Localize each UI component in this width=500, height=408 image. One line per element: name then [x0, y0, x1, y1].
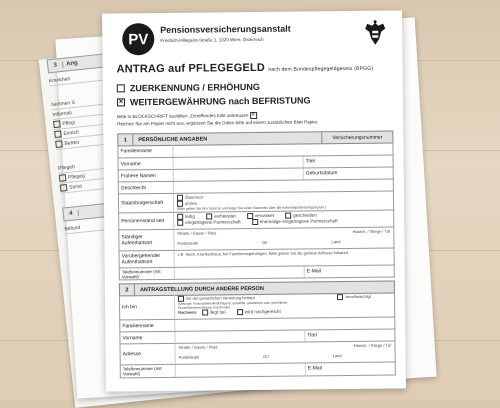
field-label: Ich bin — [120, 295, 175, 320]
back-row-text: Pflegeb — [57, 163, 76, 172]
s2-telefon-field[interactable] — [176, 363, 305, 376]
field-label: Adresse — [120, 344, 175, 365]
staatsbuergerschaft-field[interactable] — [174, 192, 393, 212]
sub-label: Straße / Gasse / Platz — [177, 230, 217, 236]
vorname-field[interactable] — [174, 156, 303, 168]
option-text: andere — [184, 200, 198, 206]
ich-bin-row[interactable] — [119, 293, 395, 321]
section-number: 1 — [118, 134, 133, 145]
sub-label: Hausnr. / Stiege / Tür — [352, 228, 391, 234]
back-row-text: Krankheit — [48, 75, 71, 84]
familienname-field[interactable] — [173, 143, 392, 157]
sub-label: Land — [331, 239, 341, 245]
telefon-field[interactable] — [175, 266, 304, 278]
sub-label: Land — [332, 353, 342, 359]
checkbox-icon[interactable] — [177, 220, 183, 226]
field-label: Frühere Namen — [119, 170, 174, 182]
section-label: PERSÖNLICHE ANGABEN — [138, 135, 208, 143]
option-zuerkennung[interactable] — [117, 82, 260, 93]
back-row-text: Pflegi — [62, 119, 76, 127]
back-row-text: Einrich — [63, 129, 79, 137]
section-label: ANTRAGSTELLUNG DURCH ANDERE PERSON — [139, 285, 264, 293]
option-text: liegt bei — [209, 309, 226, 315]
s2-adresse-field[interactable] — [175, 342, 394, 364]
option-text: bevollmächtigt — [345, 293, 372, 300]
form-title-suffix: nach dem Bundespflegegeldgesetz (BPGG) — [268, 65, 374, 73]
sub-label: Postleitzahl — [177, 240, 198, 246]
form-title-main: ANTRAG auf PFLEGEGELD — [116, 61, 266, 76]
s2-titel-field[interactable]: Titel — [304, 330, 394, 342]
nachweis-label: Nachweis — [178, 309, 197, 316]
option-text: Österreich — [184, 194, 204, 200]
checkbox-icon[interactable] — [337, 294, 343, 300]
field-label: Geschlecht — [119, 182, 174, 194]
option-text: geschieden — [293, 212, 317, 218]
field-label: Vorübergehender Aufenthaltsort — [120, 251, 175, 268]
aufenthaltsort-field[interactable] — [174, 228, 393, 250]
field-label: Ständiger Aufenthaltsort — [119, 230, 174, 251]
back-row-text: Nehmen S — [51, 99, 76, 108]
s2-telefon-row[interactable] — [120, 363, 396, 379]
field-label: Familienname — [118, 145, 173, 158]
field-label: Vorname — [119, 158, 174, 170]
sub-label: Hausnr. / Stiege / Tür — [353, 342, 392, 348]
option-text: mit der gesetzlichen Vertretung betraut — [185, 295, 255, 301]
back-section-number: 4 — [64, 210, 80, 218]
s2-email-field[interactable]: E-Mail — [305, 363, 395, 376]
telefon-row[interactable] — [119, 266, 395, 281]
checked-checkbox-icon[interactable]: ✕ — [118, 99, 124, 106]
personenstand-options[interactable] — [174, 211, 393, 229]
checkbox-icon — [60, 184, 68, 192]
fruehere-namen-field[interactable] — [174, 168, 303, 180]
field-label: Personenstand seit — [119, 213, 174, 230]
org-address: Friedrich-Hillegeist-Straße 1, 1020 Wien, Österreich — [160, 36, 264, 43]
hint-text: (Bitte geben Sie den Staat an und legen Sie einen Nachweis über die Aufenthaltsberechtigung bei.) — [177, 205, 327, 211]
option-text: verheiratet — [213, 213, 236, 219]
checkbox-icon[interactable] — [237, 309, 243, 315]
checkbox-icon[interactable] — [202, 309, 208, 315]
voruebergehend-field[interactable]: z.B. Heim, Krankenhaus, bei Familienangehörigen. Bitte geben Sie die genaue Adresse bekannt. — [177, 250, 350, 257]
back-section-number: 3 — [48, 62, 64, 70]
option-text: eingetragene Partnerschaft — [185, 219, 241, 225]
section-number: 2 — [120, 284, 135, 295]
checkbox-icon — [53, 120, 61, 128]
s2-familienname-field[interactable] — [175, 318, 394, 331]
option-text: ledig — [185, 213, 195, 219]
checkbox-icon[interactable] — [252, 219, 258, 225]
back-row-text: Sonst — [68, 183, 83, 191]
option-text: wird nachgereicht — [244, 308, 281, 315]
field-label: Vorname — [120, 332, 175, 344]
form-title — [117, 61, 374, 76]
instruction-text: Bitte in BLOCKSCHRIFT ausfüllen. Zutreffendes bitte ankreuzen — [117, 112, 249, 120]
sub-label: Postleitzahl — [178, 354, 200, 360]
pv-logo: PV — [122, 23, 154, 55]
option-label: WEITERGEWÄHRUNG nach BEFRISTUNG — [129, 95, 311, 108]
back-row-text: Pflegeg — [67, 172, 86, 181]
checkbox-icon — [59, 174, 67, 182]
sub-label: Ort — [261, 239, 268, 245]
option-weitergewaehrung[interactable] — [117, 95, 311, 107]
hint-text: (Obsorge, Vorsorgebevollmächtigung, gewählte, gesetzliche oder gerichtliche Erwachsenenvertretung, Kuratorium) — [178, 300, 288, 310]
instruction-line-2: Reichen Sie am Papier nicht aus, ergänzen Sie die Daten bitte auf einem zusätzlichen Blatt Papier. — [117, 119, 319, 127]
back-row-text: Informati — [52, 109, 73, 118]
email-field[interactable]: E-Mail — [304, 266, 394, 278]
sub-label: Ort — [263, 353, 269, 359]
instruction-line-1 — [117, 112, 259, 120]
geschlecht-field[interactable] — [174, 180, 393, 193]
s2-adresse-row[interactable] — [119, 342, 395, 366]
checked-checkbox-icon: ✕ — [251, 111, 256, 119]
s2-vorname-field[interactable] — [175, 330, 304, 342]
back-row-text: Betreu — [64, 139, 80, 147]
front-form-sheet — [102, 10, 406, 391]
back-row-text: Befund — [64, 224, 81, 233]
checkbox-icon[interactable] — [117, 84, 125, 92]
geburtsdatum-field[interactable]: Geburtsdatum — [303, 168, 393, 180]
back-section-label: Ang — [65, 60, 79, 68]
checkbox-icon — [55, 140, 63, 148]
field-label: Familienname — [120, 320, 175, 332]
field-label: Telefonnummer (mit Vorwahl) — [121, 365, 176, 378]
field-label: Telefonnummer (mit Vorwahl) — [120, 268, 175, 280]
option-text: verwitwet — [254, 213, 275, 219]
option-text: ehemalige eingetragene Partnerschaft — [259, 218, 338, 225]
titel-field[interactable]: Titel — [303, 156, 393, 168]
aufenthaltsort-row[interactable] — [118, 228, 394, 252]
checkbox-icon — [54, 130, 62, 138]
eagle-coat-of-arms-icon — [362, 19, 388, 49]
field-label: Staatsbürgerschaft — [119, 194, 174, 213]
org-name: Pensionsversicherungsanstalt — [160, 23, 291, 35]
sub-label: Straße / Gasse / Platz — [178, 344, 218, 350]
versicherungsnummer-label: Versicherungsnummer — [321, 132, 392, 144]
ich-bin-options[interactable] — [175, 293, 394, 319]
option-label: ZUERKENNUNG / ERHÖHUNG — [129, 81, 260, 94]
